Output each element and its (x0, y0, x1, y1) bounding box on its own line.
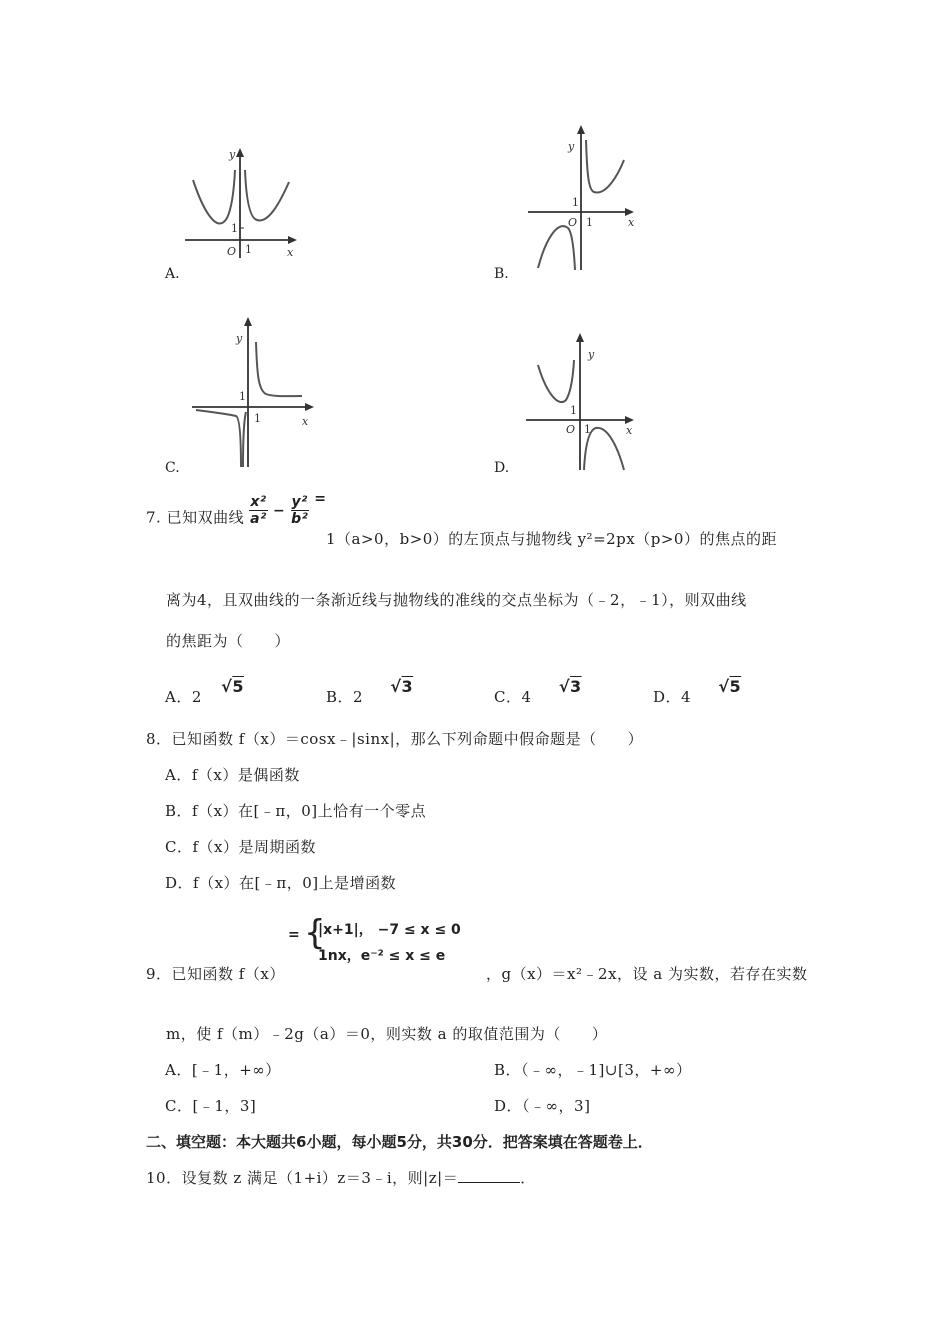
tick-y-label: 1 (239, 390, 246, 403)
q10-end: ． (520, 1169, 536, 1187)
tick-y-label: 1 (570, 404, 577, 417)
section-2-heading: 二、填空题：本大题共6小题，每小题5分，共30分．把答案填在答题卷上． (146, 1133, 653, 1151)
x-axis-arrow (625, 208, 634, 216)
q7-line3: 的焦距为（ ） (166, 632, 291, 650)
q7-lead: 已知双曲线 (166, 508, 245, 527)
x-axis-label: x (628, 216, 635, 229)
q9-piece-eq: = (288, 927, 300, 943)
x-axis-arrow (288, 236, 297, 244)
graph-option-a (185, 140, 305, 260)
q8-option-b[interactable]: B．f（x）在[﹣π，0]上恰有一个零点 (165, 802, 427, 820)
q10-answer-blank[interactable] (458, 1170, 520, 1183)
x-axis-label: x (302, 415, 309, 428)
graph-a-svg (185, 140, 305, 260)
option-d-label: D. (494, 460, 510, 476)
y-axis-label: y (588, 348, 595, 361)
origin-label: O (227, 245, 237, 258)
y-axis-label: y (229, 148, 236, 161)
y-axis-arrow (576, 333, 584, 342)
left-branch (196, 410, 241, 467)
graph-d-svg (526, 330, 646, 475)
y-axis-label: y (236, 332, 243, 345)
y-axis-arrow (236, 148, 244, 157)
q7-equals: = (314, 490, 327, 507)
x-axis-label: x (626, 424, 633, 437)
q9-option-a[interactable]: A．[﹣1，+∞） (165, 1061, 281, 1079)
graph-option-c (192, 312, 322, 472)
question-7 (146, 490, 327, 535)
q7-option-c[interactable]: C．4 √3 (494, 677, 582, 706)
y-axis-arrow (577, 125, 585, 134)
q9-option-d[interactable]: D．（﹣∞，3] (494, 1097, 591, 1115)
x-axis-label: x (287, 246, 294, 259)
q7-option-b[interactable]: B．2 √3 (326, 677, 414, 706)
tick-x-label: 1 (584, 423, 591, 436)
q7-number: 7. (146, 508, 162, 527)
q7-fraction-x: $\frac{\text{x²}}{\text{a²}}$ (250, 494, 267, 527)
q9-rest: ，g（x）＝x²﹣2x，设 a 为实数，若存在实数 (486, 965, 808, 983)
q8-option-d[interactable]: D．f（x）在[﹣π，0]上是增函数 (165, 874, 397, 892)
question-10 (146, 1167, 536, 1188)
graph-b-svg (528, 120, 648, 275)
graph-option-b (528, 120, 648, 275)
graph-c-svg (192, 312, 322, 472)
tick-x-label: 1 (254, 412, 261, 425)
right-branch (256, 342, 302, 396)
option-b-label: B. (494, 266, 509, 282)
q9-piece-line2: 1nx，e⁻² ≤ x ≤ e (318, 948, 446, 964)
right-branch (245, 170, 289, 220)
origin-label: O (566, 423, 576, 436)
lower-branch (538, 226, 575, 270)
origin-label: O (568, 216, 578, 229)
left-branch-inner (243, 412, 246, 467)
q7-line2: 离为4，且双曲线的一条渐近线与抛物线的准线的交点坐标为（﹣2，﹣1），则双曲线 (166, 591, 747, 609)
q7-line1-rest: 1（a>0，b>0）的左顶点与抛物线 y²=2px（p>0）的焦点的距 (326, 530, 777, 548)
q9-line2: m，使 f（m）﹣2g（a）＝0，则实数 a 的取值范围为（ ） (166, 1025, 608, 1043)
q9-piece-brace: { (304, 913, 326, 953)
upper-branch (586, 140, 624, 192)
left-branch (538, 360, 574, 402)
x-axis-arrow (625, 416, 634, 424)
q9-piece-line1: |x+1|， −7 ≤ x ≤ 0 (318, 922, 461, 938)
option-a-label: A. (165, 266, 180, 282)
q10-text: 10．设复数 z 满足（1+i）z＝3﹣i，则|z|＝ (146, 1169, 459, 1187)
q7-minus: − (272, 502, 286, 519)
option-c-label: C. (165, 460, 180, 476)
left-branch (193, 170, 235, 224)
x-axis-arrow (305, 403, 314, 411)
tick-y-label: 1 (572, 196, 579, 209)
graph-option-d (526, 330, 646, 475)
q7-option-d[interactable]: D．4 √5 (653, 677, 742, 706)
tick-x-label: 1 (586, 216, 593, 229)
q9-lead: 9．已知函数 f（x） (146, 965, 285, 983)
q7-option-a[interactable]: A．2 √5 (165, 677, 244, 706)
q7-fraction-y: $\frac{\text{y²}}{\text{b²}}$ (291, 494, 309, 527)
tick-y-label: 1 (231, 222, 238, 235)
y-axis-label: y (568, 140, 575, 153)
question-8: 8．已知函数 f（x）＝cosx﹣|sinx|，那么下列命题中假命题是（ ） (146, 730, 644, 748)
q8-option-a[interactable]: A．f（x）是偶函数 (165, 766, 300, 784)
y-axis-arrow (244, 317, 252, 326)
q9-option-c[interactable]: C．[﹣1，3] (165, 1097, 257, 1115)
q8-option-c[interactable]: C．f（x）是周期函数 (165, 838, 316, 856)
q9-option-b[interactable]: B．（﹣∞，﹣1]∪[3，+∞） (494, 1061, 692, 1079)
tick-x-label: 1 (245, 243, 252, 256)
